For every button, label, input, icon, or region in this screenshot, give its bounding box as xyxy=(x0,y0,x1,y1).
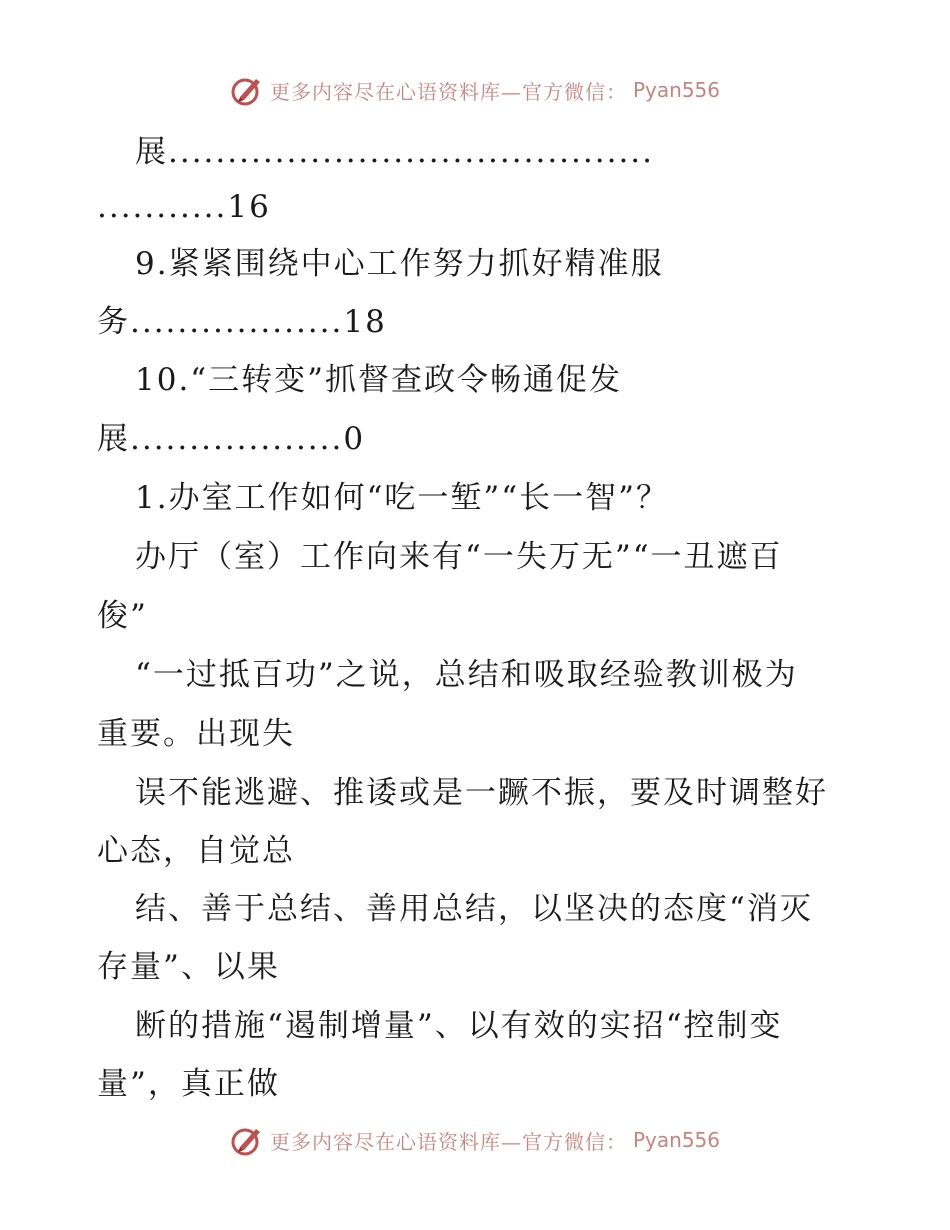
body-line-2: 俊” xyxy=(97,598,148,634)
toc-line-6: 展..................0 xyxy=(97,421,366,457)
toc-line-2: ...........16 xyxy=(97,189,271,225)
footer-watermark xyxy=(0,1120,950,1160)
section-heading: 1.办室工作如何“吃一堑”“长一智”？ xyxy=(135,480,669,516)
body-line-3: “一过抵百功”之说，总结和吸取经验教训极为 xyxy=(135,657,798,693)
toc-line-3: 9.紧紧围绕中心工作努力抓好精准服 xyxy=(135,246,664,282)
header-watermark xyxy=(0,70,950,110)
watermark-text: 更多内容尽在心语资料库—官方微信： xyxy=(269,1129,627,1154)
pen-logo-icon xyxy=(230,73,264,107)
watermark-wechat-id: Pyan556 xyxy=(632,78,720,102)
body-line-6: 心态，自觉总 xyxy=(97,833,295,869)
body-line-4: 重要。出现失 xyxy=(97,716,295,752)
body-line-7: 结、善于总结、善用总结，以坚决的态度“消灭 xyxy=(135,891,813,927)
toc-line-1: 展......................................... xyxy=(135,134,655,170)
toc-line-5: 10.“三转变”抓督查政令畅通促发 xyxy=(135,362,622,398)
pen-logo-icon xyxy=(230,1123,264,1157)
body-line-8: 存量”、以果 xyxy=(97,949,280,985)
body-line-1: 办厅（室）工作向来有“一失万无”“一丑遮百 xyxy=(135,539,783,575)
watermark-text: 更多内容尽在心语资料库—官方微信： xyxy=(269,79,627,104)
body-line-9: 断的措施“遏制增量”、以有效的实招“控制变 xyxy=(135,1008,783,1044)
watermark-wechat-id: Pyan556 xyxy=(632,1128,720,1152)
toc-line-4: 务..................18 xyxy=(97,304,387,340)
body-line-10: 量”，真正做 xyxy=(97,1066,280,1102)
body-line-5: 误不能逃避、推诿或是一蹶不振，要及时调整好 xyxy=(135,775,828,811)
